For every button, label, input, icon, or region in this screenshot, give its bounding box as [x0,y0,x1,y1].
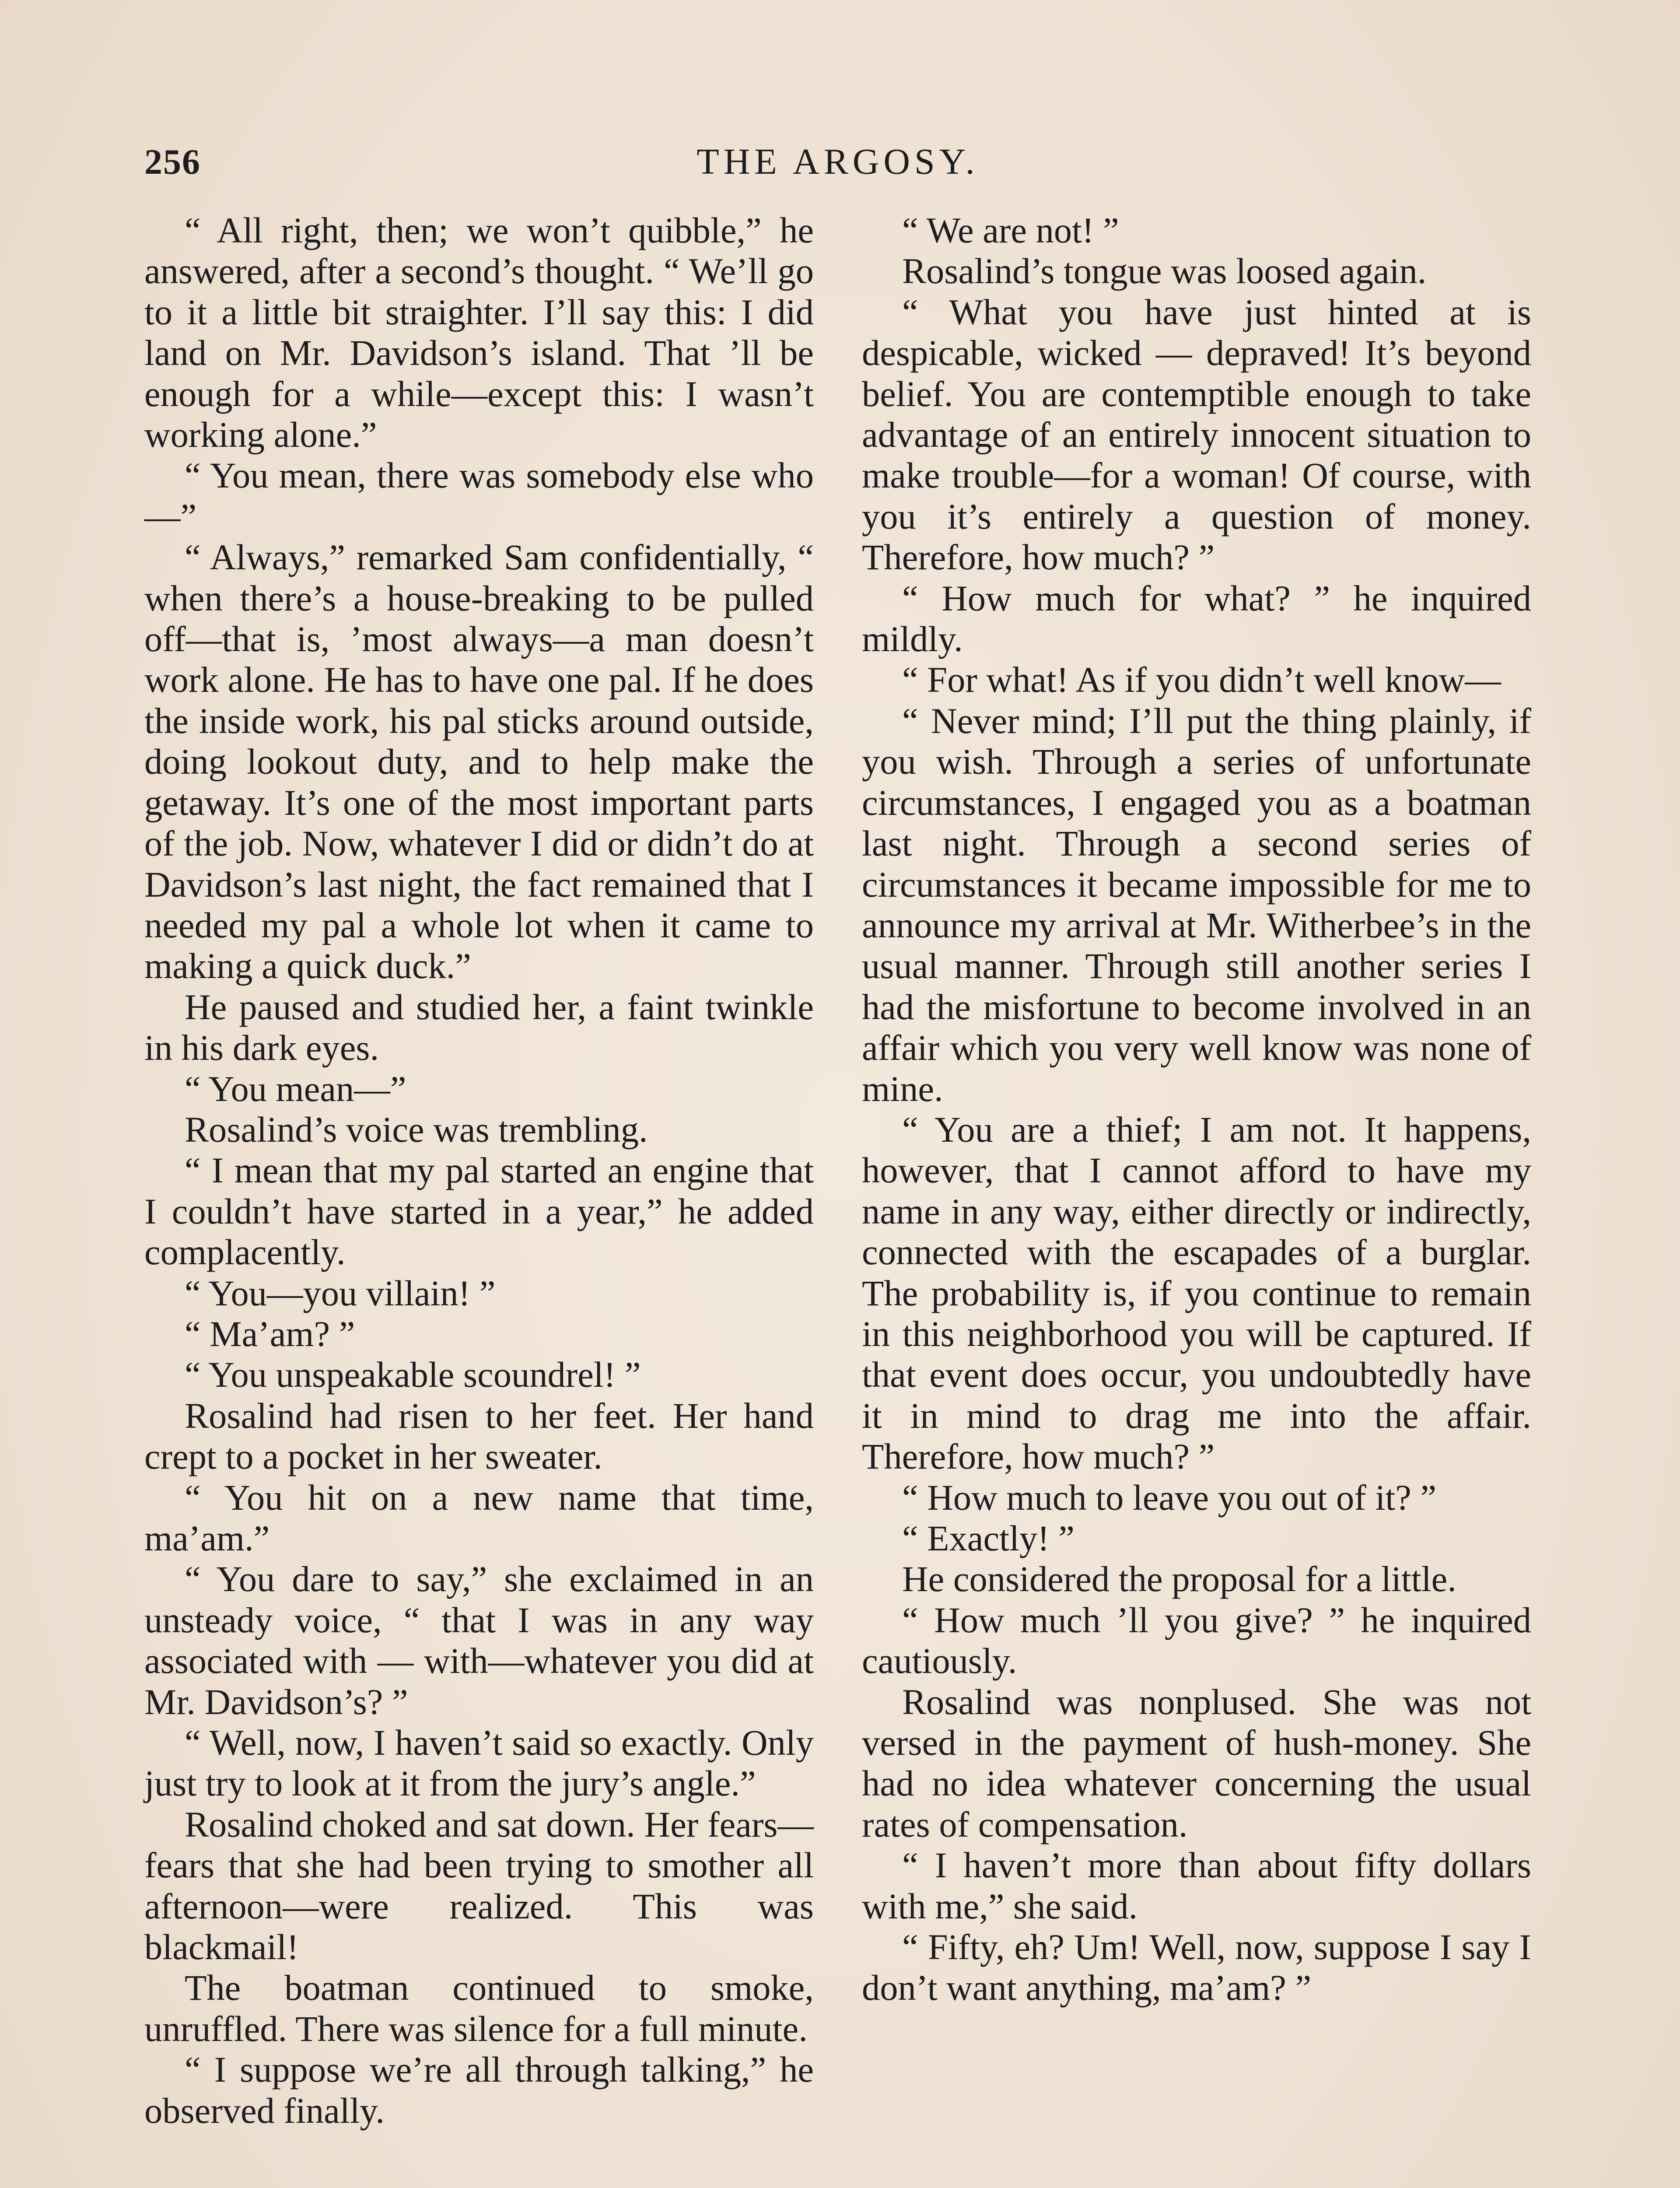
paragraph: “ Always,” remarked Sam confidentially, “ when there’s a house-breaking to be pulled off—that is, ’most always—a man doesn’t work alone. He has to have one pal. If he does the inside work, his pal sticks around outside, doing lookout duty, and to help make the getaway. It’s one of the most important parts of the job. Now, whatever I did or didn’t do at Davidson’s last night, the fact remained that I needed my pal a whole lot when it came to making a quick duck.” [144,537,814,986]
paragraph: “ All right, then; we won’t quibble,” he answered, after a second’s thought. “ We’ll go to it a little bit straighter. I’ll say this: I did land on Mr. Davidson’s island. That ’ll be enough for a while—except this: I wasn’t working alone.” [144,210,814,455]
paragraph: “ You hit on a new name that time, ma’am.” [144,1477,814,1558]
left-column [144,210,814,2131]
paragraph: “ You—you villain! ” [185,1273,496,1313]
paragraph: “ How much for what? ” he inquired mildly. [862,578,1531,659]
paragraph: “ For what! As if you didn’t well know— [902,659,1501,700]
page-number: 256 [144,142,201,182]
paragraph: “ You unspeakable scoundrel! ” [185,1354,641,1395]
paragraph: “ You dare to say,” she exclaimed in an unsteady voice, “ that I was in any way associated with — with—whatever you did at Mr. Davidson’s? ” [144,1559,814,1722]
paragraph: “ You are a thief; I am not. It happens, however, that I cannot afford to have my name in any way, either directly or indirectly, connected with the escapades of a burglar. The probability is, if you continue to remain in this neighborhood you will be captured. If that event does occur, you undoubtedly have it in mind to drag me into the affair. Therefore, how much? ” [862,1109,1531,1477]
page-header [144,131,1531,193]
paragraph: He considered the proposal for a little. [902,1559,1456,1599]
paragraph: Rosalind’s voice was trembling. [185,1109,648,1150]
paragraph: “ Exactly! ” [902,1518,1074,1558]
paragraph: “ You mean—” [185,1068,406,1109]
paragraph: “ You mean, there was somebody else who—” [144,455,814,536]
paragraph: “ Fifty, eh? Um! Well, now, suppose I say I don’t want anything, ma’am? ” [862,1927,1531,2008]
paragraph: Rosalind’s tongue was loosed again. [902,251,1427,291]
paragraph: “ I suppose we’re all through talking,” he observed finally. [144,2049,814,2131]
paragraph: “ Ma’am? ” [185,1313,355,1354]
paragraph: “ How much ’ll you give? ” he inquired cautiously. [862,1599,1531,1681]
paragraph: “ We are not! ” [902,210,1119,250]
paragraph: The boatman continued to smoke, unruffled. There was silence for a full minute. [144,1967,814,2049]
paragraph: He paused and studied her, a faint twinkle in his dark eyes. [144,986,814,1068]
paragraph: “ I mean that my pal started an engine that I couldn’t have started in a year,” he added complacently. [144,1150,814,1273]
paragraph: Rosalind had risen to her feet. Her hand crept to a pocket in her sweater. [144,1395,814,1477]
paragraph: “ Well, now, I haven’t said so exactly. Only just try to look at it from the jury’s angle.” [144,1722,814,1804]
paragraph: Rosalind choked and sat down. Her fears—fears that she had been trying to smother all afternoon—were realized. This was blackmail! [144,1804,814,1967]
running-head: THE ARGOSY. [696,141,979,182]
paragraph: “ Never mind; I’ll put the thing plainly, if you wish. Through a series of unfortunate circumstances, I engaged you as a boatman last night. Through a second series of circumstances it became impossible for me to announce my arrival at Mr. Witherbee’s in the usual manner. Through still another series I had the misfortune to become involved in an affair which you very well know was none of mine. [862,700,1531,1109]
paragraph: “ What you have just hinted at is despicable, wicked — depraved! It’s beyond belief. You are contemptible enough to take advantage of an entirely innocent situation to make trouble—for a woman! Of course, with you it’s entirely a question of money. Therefore, how much? ” [862,291,1531,578]
right-column [862,210,1531,2009]
paragraph: Rosalind was nonplused. She was not versed in the payment of hush-money. She had no idea whatever concerning the usual rates of compensation. [862,1681,1531,1844]
paragraph: “ How much to leave you out of it? ” [902,1477,1437,1518]
paragraph: “ I haven’t more than about fifty dollars with me,” she said. [862,1845,1531,1926]
